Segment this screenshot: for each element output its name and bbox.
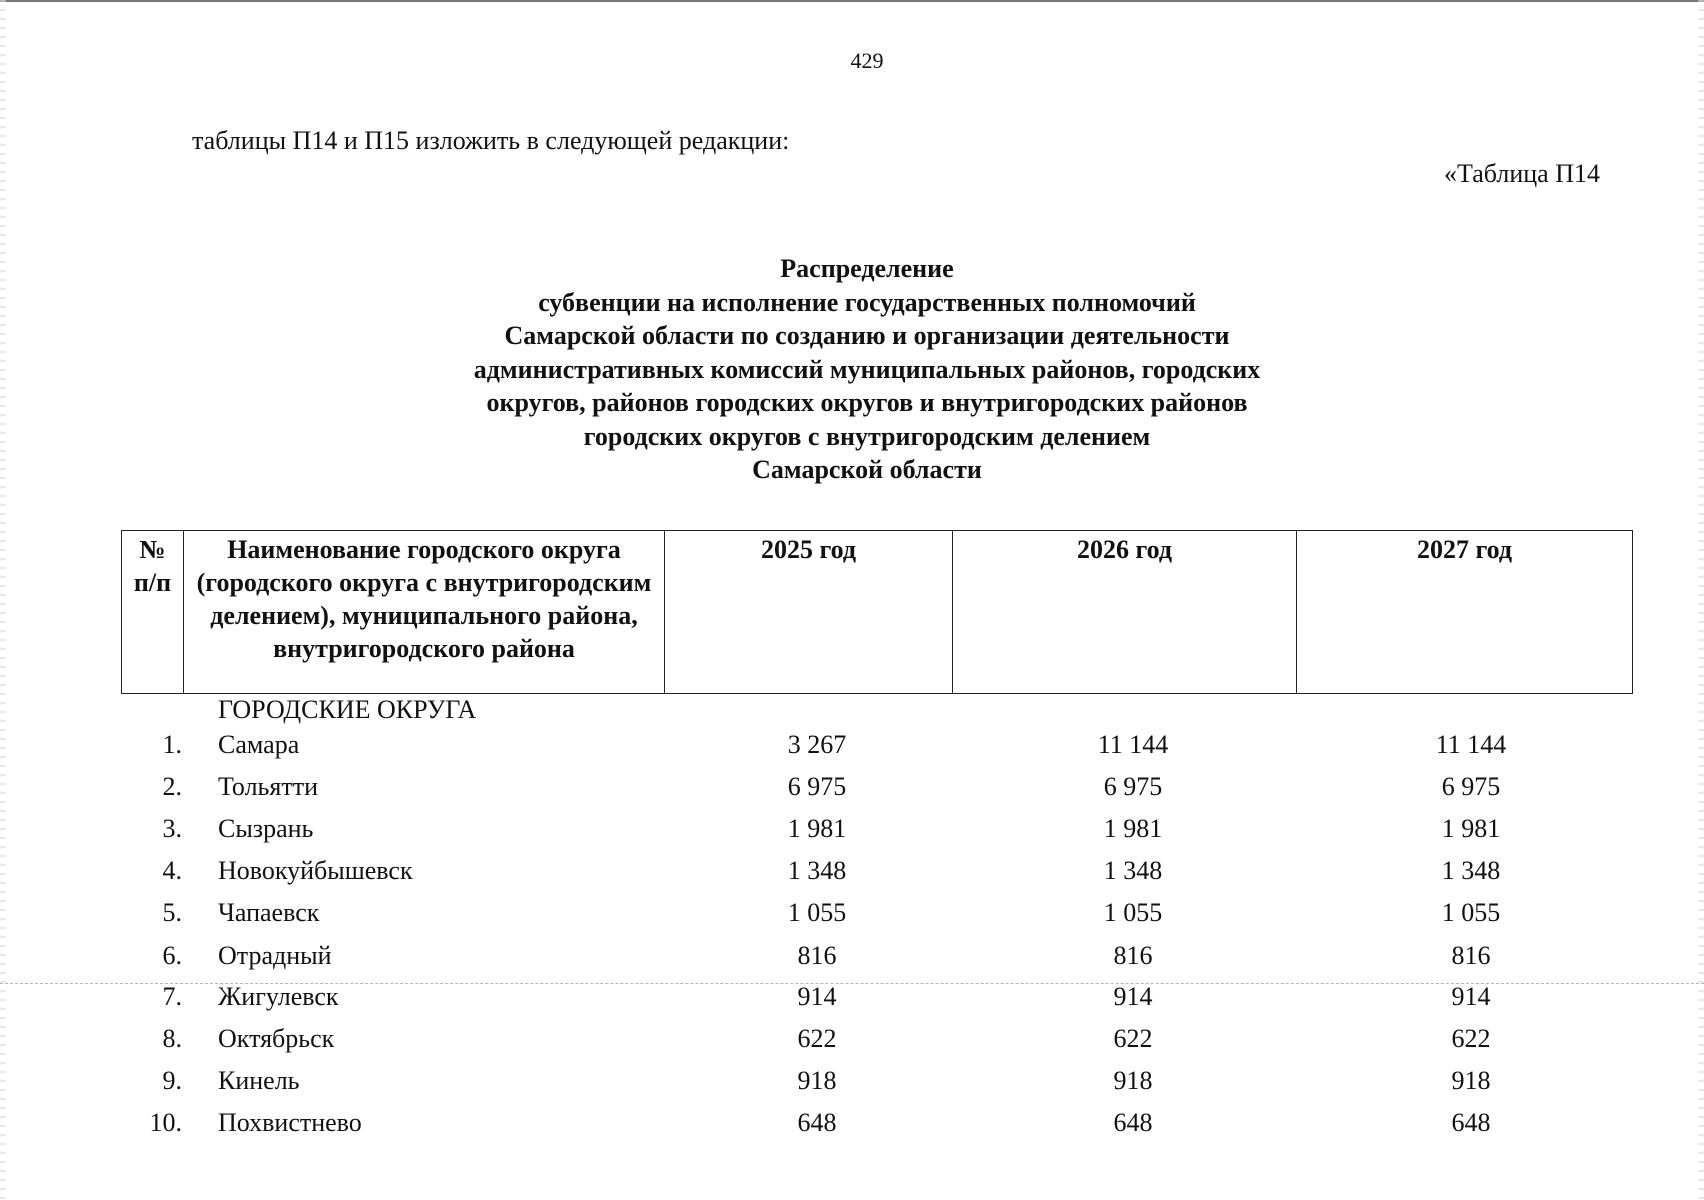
row-name: Жигулевск [218,982,339,1011]
table-row [121,1108,1632,1150]
value-2026: 816 [1113,941,1153,970]
row-number: 7. [162,982,182,1011]
row-number: 10. [149,1108,182,1137]
table-row [121,941,1632,983]
row-number: 8. [162,1024,182,1053]
row-number: 9. [162,1066,182,1095]
title-line: субвенции на исполнение государственных полномочий [538,287,1196,317]
value-2025: 648 [797,1108,837,1137]
header-number: № п/п [122,531,184,694]
title-line: округов, районов городских округов и внутригородских районов [486,388,1248,417]
intro-text: таблицы П14 и П15 изложить в следующей редакции: [192,126,790,155]
value-2027: 1 348 [1441,856,1501,885]
table-row [121,772,1632,814]
table-row [121,898,1632,940]
row-number: 1. [162,730,182,759]
row-number: 6. [162,941,182,970]
row-name: Похвистнево [218,1108,362,1137]
value-2025: 1 981 [787,814,847,843]
header-year-2026: 2026 год [953,531,1297,694]
group-label: ГОРОДСКИЕ ОКРУГА [218,695,477,724]
table-row [121,814,1632,856]
header-row [122,531,1633,694]
table-header [121,530,1633,694]
header-name: Наименование городского округа (городского округа с внутригородским делением), муниципального района, внутригородского района [184,531,665,694]
scan-top-border [0,0,1704,2]
row-name: Кинель [218,1066,300,1095]
value-2025: 6 975 [787,772,847,801]
table-row [121,856,1632,898]
value-2026: 648 [1113,1108,1153,1137]
value-2027: 6 975 [1441,772,1501,801]
row-name: Новокуйбышевск [218,856,413,885]
title-line: Самарской области [752,455,982,484]
value-2027: 1 055 [1441,898,1501,927]
value-2026: 1 348 [1103,856,1163,885]
table-reference: «Таблица П14 [1444,159,1600,188]
value-2027: 918 [1451,1066,1491,1095]
title-line: Распределение [780,254,954,283]
row-name: Тольятти [218,772,319,801]
value-2026: 918 [1113,1066,1153,1095]
value-2026: 6 975 [1103,772,1163,801]
value-2027: 1 981 [1441,814,1501,843]
table-row [121,1024,1632,1066]
value-2027: 622 [1451,1024,1491,1053]
value-2025: 3 267 [787,730,847,759]
row-name: Отрадный [218,941,332,970]
value-2027: 914 [1451,982,1491,1011]
row-number: 4. [162,856,182,885]
row-name: Самара [218,730,300,759]
scan-right-edge [1698,0,1704,1200]
value-2026: 1 981 [1103,814,1163,843]
table-row [121,982,1632,1024]
row-name: Сызрань [218,814,314,843]
value-2026: 1 055 [1103,898,1163,927]
row-number: 3. [162,814,182,843]
value-2025: 1 348 [787,856,847,885]
scan-left-edge [0,0,6,1200]
title-line: Самарской области по созданию и организации деятельности [504,321,1230,350]
value-2025: 914 [797,982,837,1011]
title-line: городских округов с внутригородским делением [583,421,1151,451]
header-year-2025: 2025 год [665,531,953,694]
row-name: Октябрьск [218,1024,335,1053]
table-title [300,252,1434,487]
row-number: 2. [162,772,182,801]
title-line: административных комиссий муниципальных районов, городских [473,354,1261,384]
value-2026: 914 [1113,982,1153,1011]
value-2025: 918 [797,1066,837,1095]
value-2027: 816 [1451,941,1491,970]
value-2026: 11 144 [1097,730,1169,759]
row-name: Чапаевск [218,898,320,927]
table-row [121,1066,1632,1108]
value-2025: 816 [797,941,837,970]
value-2026: 622 [1113,1024,1153,1053]
value-2025: 622 [797,1024,837,1053]
table-row [121,730,1632,772]
row-number: 5. [162,898,182,927]
value-2027: 11 144 [1435,730,1507,759]
value-2027: 648 [1451,1108,1491,1137]
value-2025: 1 055 [787,898,847,927]
header-year-2027: 2027 год [1297,531,1633,694]
page-number: 429 [850,48,884,73]
